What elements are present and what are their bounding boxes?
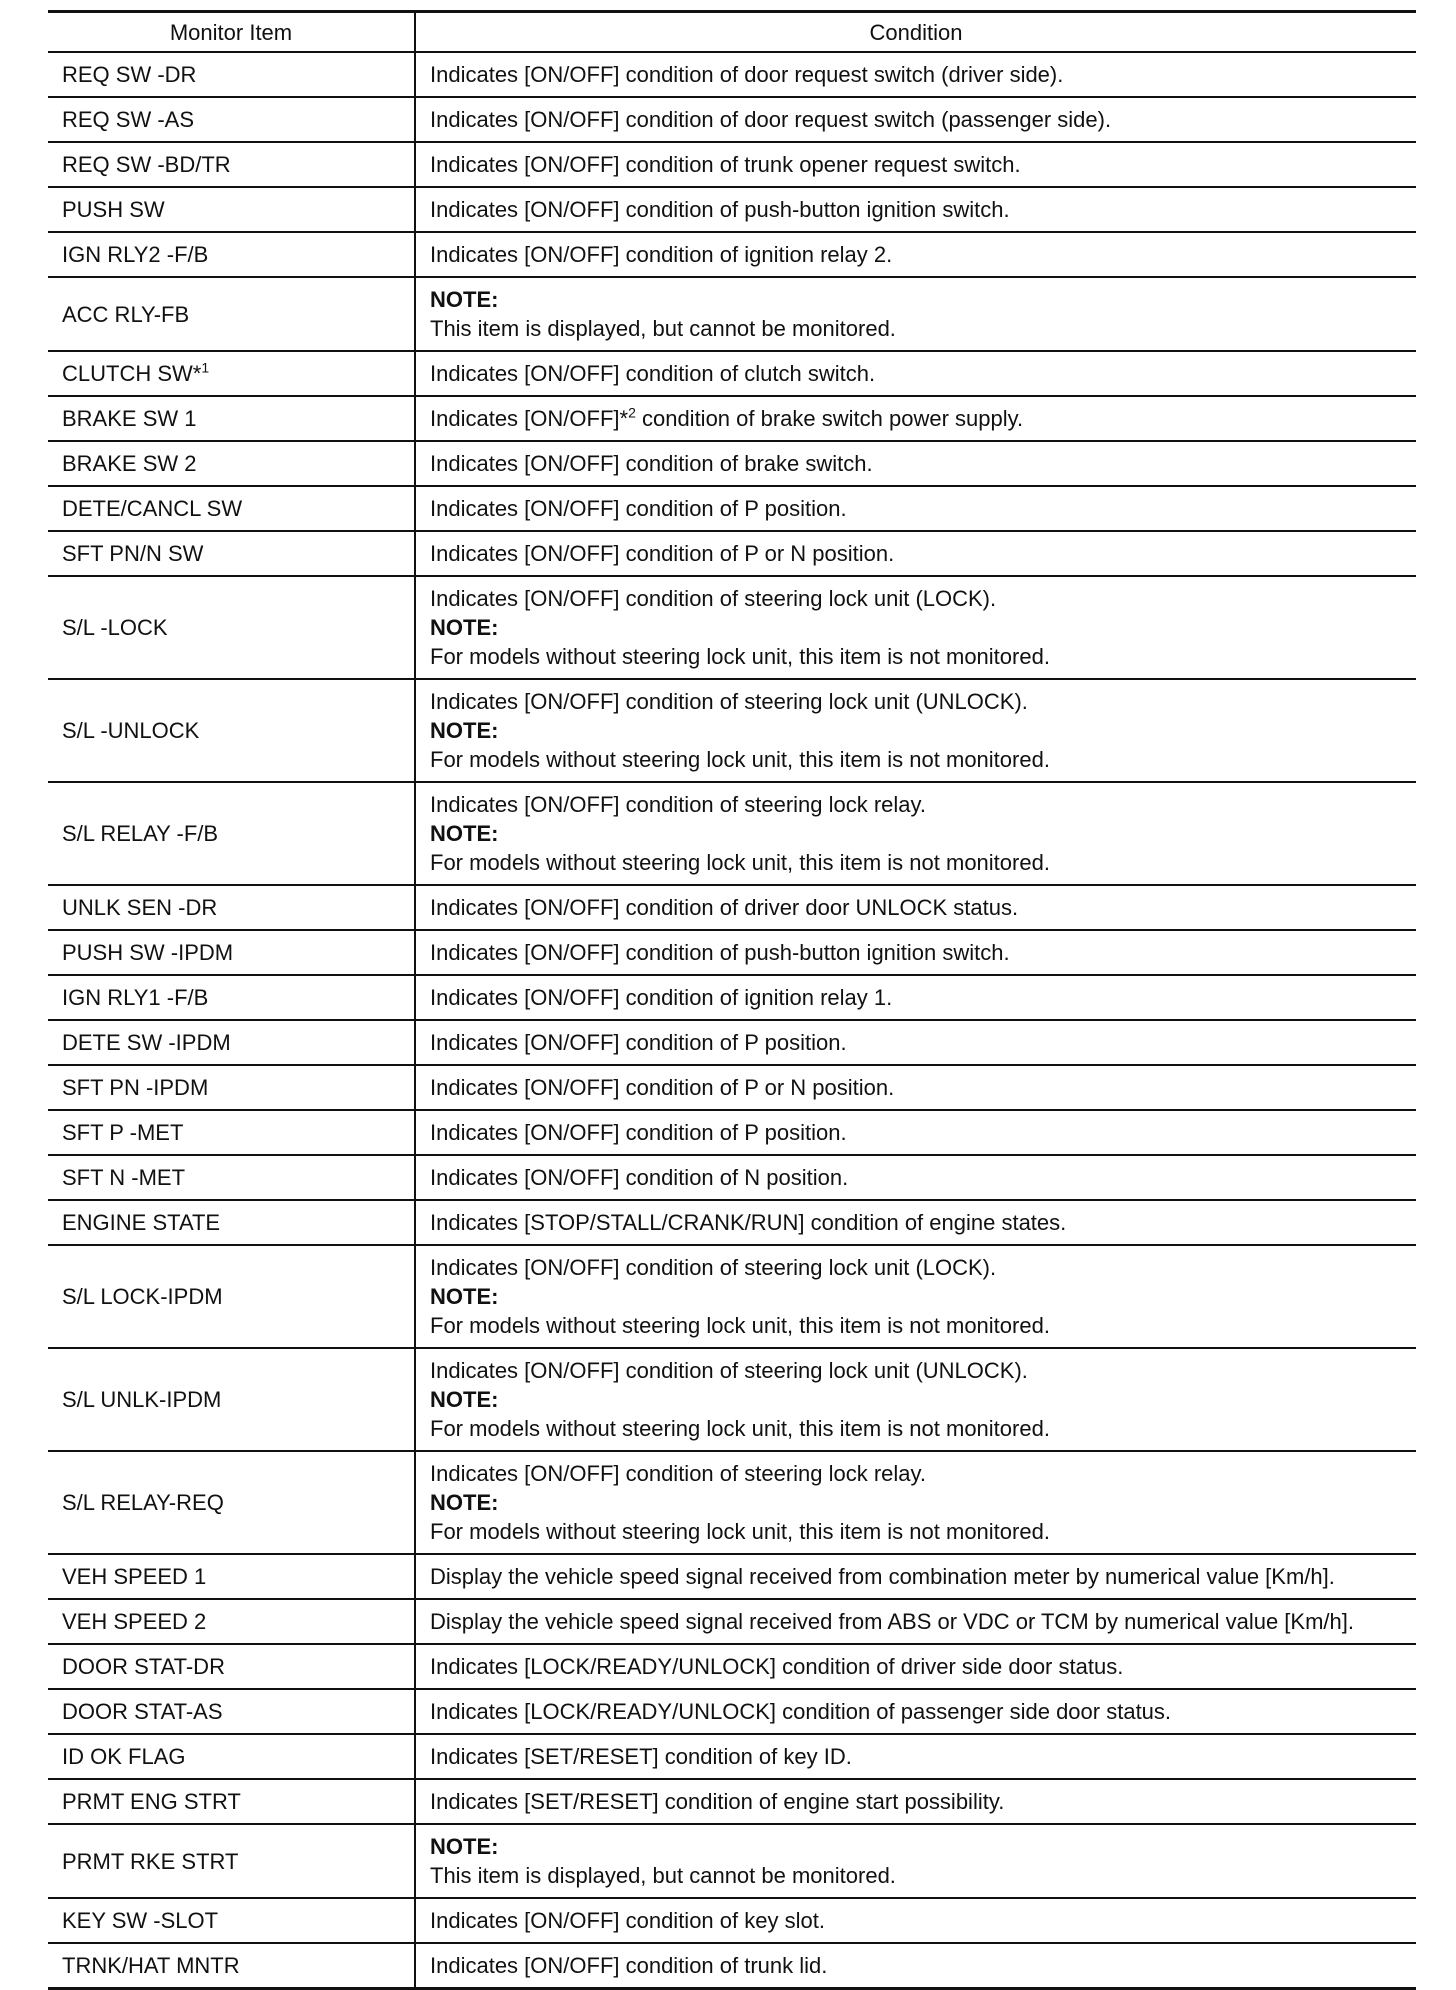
condition-text: Indicates [ON/OFF] condition of trunk opener request switch. bbox=[430, 152, 1021, 177]
monitor-item-cell bbox=[48, 1065, 415, 1110]
condition-cell bbox=[415, 1200, 1416, 1245]
condition-text: Indicates [ON/OFF] condition of P or N position. bbox=[430, 541, 895, 566]
condition-text: Indicates [ON/OFF] condition of steering lock relay. bbox=[430, 1461, 927, 1486]
table-row bbox=[48, 1898, 1416, 1943]
monitor-item-cell bbox=[48, 232, 415, 277]
table-row bbox=[48, 1451, 1416, 1554]
condition-text: Indicates [ON/OFF] condition of P or N position. bbox=[430, 1075, 895, 1100]
condition-cell bbox=[415, 1943, 1416, 1989]
table-row bbox=[48, 396, 1416, 441]
condition-cell bbox=[415, 351, 1416, 396]
condition-cell bbox=[415, 885, 1416, 930]
condition-cell bbox=[415, 1245, 1416, 1348]
note-label: NOTE: bbox=[430, 718, 499, 743]
table-row bbox=[48, 975, 1416, 1020]
condition-cell bbox=[415, 576, 1416, 679]
monitor-item-label: SFT N -MET bbox=[62, 1165, 186, 1190]
monitor-item-cell bbox=[48, 1943, 415, 1989]
monitor-item-cell bbox=[48, 277, 415, 351]
condition-cell bbox=[415, 1348, 1416, 1451]
table-row bbox=[48, 679, 1416, 782]
monitor-item-cell bbox=[48, 531, 415, 576]
condition-cell bbox=[415, 277, 1416, 351]
note-label: NOTE: bbox=[430, 1284, 499, 1309]
table-row bbox=[48, 142, 1416, 187]
condition-text: Indicates [ON/OFF] condition of steering lock unit (LOCK). bbox=[430, 1255, 997, 1280]
monitor-item-cell bbox=[48, 351, 415, 396]
condition-cell bbox=[415, 1689, 1416, 1734]
monitor-item-label: PUSH SW -IPDM bbox=[62, 940, 234, 965]
condition-text-end: condition of brake switch power supply. bbox=[635, 406, 1024, 431]
monitor-item-label: SFT PN -IPDM bbox=[62, 1075, 209, 1100]
condition-text: Indicates [ON/OFF] condition of push-button ignition switch. bbox=[430, 197, 1010, 222]
table-row bbox=[48, 576, 1416, 679]
condition-cell bbox=[415, 486, 1416, 531]
condition-text: Indicates [ON/OFF] condition of P position. bbox=[430, 1120, 847, 1145]
monitor-item-label: S/L RELAY -F/B bbox=[62, 821, 219, 846]
monitor-item-cell bbox=[48, 1245, 415, 1348]
monitor-item-cell bbox=[48, 885, 415, 930]
note-text: For models without steering lock unit, this item is not monitored. bbox=[430, 1313, 1050, 1338]
monitor-item-cell bbox=[48, 1824, 415, 1898]
condition-cell bbox=[415, 142, 1416, 187]
monitor-item-table bbox=[48, 10, 1416, 1990]
condition-text bbox=[430, 404, 1402, 433]
condition-text: Indicates [ON/OFF] condition of driver door UNLOCK status. bbox=[430, 895, 1019, 920]
table-row bbox=[48, 531, 1416, 576]
condition-cell bbox=[415, 679, 1416, 782]
condition-cell bbox=[415, 441, 1416, 486]
condition-text: Indicates [ON/OFF] condition of door request switch (passenger side). bbox=[430, 107, 1112, 132]
condition-cell bbox=[415, 1824, 1416, 1898]
condition-text: Display the vehicle speed signal received from combination meter by numerical value [Km/h]. bbox=[430, 1564, 1335, 1589]
monitor-item-cell bbox=[48, 1155, 415, 1200]
condition-text: Indicates [ON/OFF] condition of N position. bbox=[430, 1165, 849, 1190]
monitor-item-label: TRNK/HAT MNTR bbox=[62, 1953, 240, 1978]
monitor-item-label: DOOR STAT-DR bbox=[62, 1654, 225, 1679]
monitor-item-label: DOOR STAT-AS bbox=[62, 1699, 223, 1724]
monitor-item-label: VEH SPEED 2 bbox=[62, 1609, 207, 1634]
monitor-item-label: BRAKE SW 2 bbox=[62, 451, 197, 476]
monitor-table-container bbox=[48, 10, 1416, 1990]
condition-text: Indicates [ON/OFF] condition of door request switch (driver side). bbox=[430, 62, 1064, 87]
note-text: This item is displayed, but cannot be monitored. bbox=[430, 316, 896, 341]
monitor-item-cell bbox=[48, 52, 415, 97]
condition-text: Indicates [LOCK/READY/UNLOCK] condition of passenger side door status. bbox=[430, 1699, 1172, 1724]
monitor-item-cell bbox=[48, 1898, 415, 1943]
note-label: NOTE: bbox=[430, 1387, 499, 1412]
table-row bbox=[48, 1554, 1416, 1599]
monitor-item-cell bbox=[48, 679, 415, 782]
table-row bbox=[48, 52, 1416, 97]
note-text: For models without steering lock unit, this item is not monitored. bbox=[430, 747, 1050, 772]
table-row bbox=[48, 1943, 1416, 1989]
note-text: For models without steering lock unit, this item is not monitored. bbox=[430, 1519, 1050, 1544]
condition-text: Indicates [ON/OFF] condition of ignition relay 2. bbox=[430, 242, 893, 267]
condition-cell bbox=[415, 930, 1416, 975]
monitor-item-label: DETE/CANCL SW bbox=[62, 496, 243, 521]
condition-cell bbox=[415, 1451, 1416, 1554]
monitor-item-cell bbox=[48, 782, 415, 885]
header-monitor-item: Monitor Item bbox=[48, 12, 415, 53]
condition-cell bbox=[415, 1554, 1416, 1599]
table-row bbox=[48, 1020, 1416, 1065]
condition-text: Indicates [ON/OFF] condition of P position. bbox=[430, 1030, 847, 1055]
monitor-item-cell bbox=[48, 1734, 415, 1779]
monitor-item-label: ACC RLY-FB bbox=[62, 301, 190, 327]
condition-text: Indicates [ON/OFF] condition of clutch switch. bbox=[430, 361, 876, 386]
condition-cell bbox=[415, 97, 1416, 142]
table-row bbox=[48, 1200, 1416, 1245]
monitor-item-label: VEH SPEED 1 bbox=[62, 1564, 207, 1589]
condition-text-start: Indicates [ON/OFF]* bbox=[430, 406, 629, 431]
note-label: NOTE: bbox=[430, 615, 499, 640]
condition-text: Indicates [STOP/STALL/CRANK/RUN] condition of engine states. bbox=[430, 1210, 1067, 1235]
monitor-item-label: S/L RELAY-REQ bbox=[62, 1490, 224, 1515]
condition-cell bbox=[415, 975, 1416, 1020]
table-row bbox=[48, 1734, 1416, 1779]
table-row bbox=[48, 351, 1416, 396]
condition-cell bbox=[415, 232, 1416, 277]
table-row bbox=[48, 486, 1416, 531]
table-row bbox=[48, 1110, 1416, 1155]
condition-text: Indicates [ON/OFF] condition of steering lock relay. bbox=[430, 792, 927, 817]
condition-text: Indicates [ON/OFF] condition of brake switch. bbox=[430, 451, 873, 476]
monitor-item-cell bbox=[48, 1348, 415, 1451]
monitor-item-cell bbox=[48, 1200, 415, 1245]
monitor-item-label: KEY SW -SLOT bbox=[62, 1908, 219, 1933]
note-label: NOTE: bbox=[430, 1834, 499, 1859]
monitor-item-label: PRMT RKE STRT bbox=[62, 1848, 239, 1874]
table-row bbox=[48, 1065, 1416, 1110]
note-text: For models without steering lock unit, this item is not monitored. bbox=[430, 644, 1050, 669]
table-row bbox=[48, 885, 1416, 930]
monitor-item-label: S/L UNLK-IPDM bbox=[62, 1387, 222, 1412]
monitor-item-cell bbox=[48, 1451, 415, 1554]
note-label: NOTE: bbox=[430, 821, 499, 846]
monitor-item-label: S/L LOCK-IPDM bbox=[62, 1284, 223, 1309]
condition-cell bbox=[415, 1020, 1416, 1065]
monitor-item-cell bbox=[48, 1020, 415, 1065]
monitor-item-label: ID OK FLAG bbox=[62, 1744, 186, 1769]
monitor-item-cell bbox=[48, 441, 415, 486]
condition-cell bbox=[415, 187, 1416, 232]
condition-text: Indicates [SET/RESET] condition of engine start possibility. bbox=[430, 1789, 1005, 1814]
footnote-marker: 1 bbox=[201, 359, 210, 376]
monitor-item-cell bbox=[48, 1554, 415, 1599]
monitor-item-cell bbox=[48, 396, 415, 441]
condition-text: Indicates [ON/OFF] condition of trunk lid. bbox=[430, 1953, 828, 1978]
table-row bbox=[48, 1824, 1416, 1898]
monitor-item-cell bbox=[48, 975, 415, 1020]
monitor-item-cell bbox=[48, 187, 415, 232]
condition-cell bbox=[415, 1155, 1416, 1200]
condition-text: Indicates [ON/OFF] condition of steering lock unit (LOCK). bbox=[430, 586, 997, 611]
condition-text: Indicates [ON/OFF] condition of ignition relay 1. bbox=[430, 985, 893, 1010]
condition-text: Indicates [LOCK/READY/UNLOCK] condition of driver side door status. bbox=[430, 1654, 1124, 1679]
table-row bbox=[48, 1689, 1416, 1734]
note-label: NOTE: bbox=[430, 1490, 499, 1515]
table-row bbox=[48, 277, 1416, 351]
condition-cell bbox=[415, 1779, 1416, 1824]
monitor-item-label: PUSH SW bbox=[62, 197, 165, 222]
condition-text: Indicates [ON/OFF] condition of P position. bbox=[430, 496, 847, 521]
table-row bbox=[48, 1348, 1416, 1451]
monitor-item-label: UNLK SEN -DR bbox=[62, 895, 218, 920]
condition-cell bbox=[415, 396, 1416, 441]
monitor-item-label: REQ SW -DR bbox=[62, 62, 197, 87]
table-header-row bbox=[48, 12, 1416, 53]
condition-text: Indicates [SET/RESET] condition of key ID. bbox=[430, 1744, 852, 1769]
monitor-item-cell bbox=[48, 1599, 415, 1644]
monitor-item-cell bbox=[48, 576, 415, 679]
monitor-item-cell bbox=[48, 1110, 415, 1155]
condition-cell bbox=[415, 1898, 1416, 1943]
table-row bbox=[48, 930, 1416, 975]
condition-text: Indicates [ON/OFF] condition of push-button ignition switch. bbox=[430, 940, 1010, 965]
monitor-item-label: BRAKE SW 1 bbox=[62, 406, 197, 431]
monitor-item-cell bbox=[48, 97, 415, 142]
condition-cell bbox=[415, 1599, 1416, 1644]
monitor-item-label: REQ SW -AS bbox=[62, 107, 195, 132]
condition-text: Indicates [ON/OFF] condition of steering lock unit (UNLOCK). bbox=[430, 689, 1028, 714]
monitor-item-label: DETE SW -IPDM bbox=[62, 1030, 231, 1055]
table-row bbox=[48, 782, 1416, 885]
condition-cell bbox=[415, 1644, 1416, 1689]
monitor-item-label: PRMT ENG STRT bbox=[62, 1789, 241, 1814]
condition-cell bbox=[415, 531, 1416, 576]
monitor-item-cell bbox=[48, 1644, 415, 1689]
monitor-item-cell bbox=[48, 930, 415, 975]
table-row bbox=[48, 1644, 1416, 1689]
monitor-item-cell bbox=[48, 1779, 415, 1824]
table-row bbox=[48, 97, 1416, 142]
table-row bbox=[48, 232, 1416, 277]
monitor-item-cell bbox=[48, 486, 415, 531]
condition-text: Display the vehicle speed signal received from ABS or VDC or TCM by numerical value [Km/h]. bbox=[430, 1609, 1354, 1634]
table-row bbox=[48, 441, 1416, 486]
condition-text: Indicates [ON/OFF] condition of key slot. bbox=[430, 1908, 825, 1933]
monitor-item-cell bbox=[48, 142, 415, 187]
condition-cell bbox=[415, 52, 1416, 97]
note-text: This item is displayed, but cannot be monitored. bbox=[430, 1863, 896, 1888]
table-row bbox=[48, 1155, 1416, 1200]
monitor-item-cell bbox=[48, 1689, 415, 1734]
condition-text: Indicates [ON/OFF] condition of steering lock unit (UNLOCK). bbox=[430, 1358, 1028, 1383]
condition-cell bbox=[415, 1110, 1416, 1155]
monitor-item-label: REQ SW -BD/TR bbox=[62, 152, 231, 177]
condition-cell bbox=[415, 1734, 1416, 1779]
monitor-item-label: IGN RLY1 -F/B bbox=[62, 985, 209, 1010]
monitor-item-label: CLUTCH SW* bbox=[62, 361, 202, 386]
footnote-marker: 2 bbox=[628, 404, 636, 421]
table-row bbox=[48, 1779, 1416, 1824]
table-row bbox=[48, 1245, 1416, 1348]
condition-cell bbox=[415, 782, 1416, 885]
table-body bbox=[48, 52, 1416, 1989]
monitor-item-label: SFT PN/N SW bbox=[62, 541, 204, 566]
header-condition: Condition bbox=[415, 12, 1416, 53]
condition-cell bbox=[415, 1065, 1416, 1110]
note-text: For models without steering lock unit, this item is not monitored. bbox=[430, 850, 1050, 875]
table-row bbox=[48, 187, 1416, 232]
monitor-item-label: ENGINE STATE bbox=[62, 1210, 221, 1235]
note-text: For models without steering lock unit, this item is not monitored. bbox=[430, 1416, 1050, 1441]
monitor-item-label: S/L -UNLOCK bbox=[62, 718, 200, 743]
monitor-item-label: SFT P -MET bbox=[62, 1120, 184, 1145]
monitor-item-label: S/L -LOCK bbox=[62, 615, 168, 640]
note-label: NOTE: bbox=[430, 287, 499, 312]
table-row bbox=[48, 1599, 1416, 1644]
monitor-item-label: IGN RLY2 -F/B bbox=[62, 242, 209, 267]
